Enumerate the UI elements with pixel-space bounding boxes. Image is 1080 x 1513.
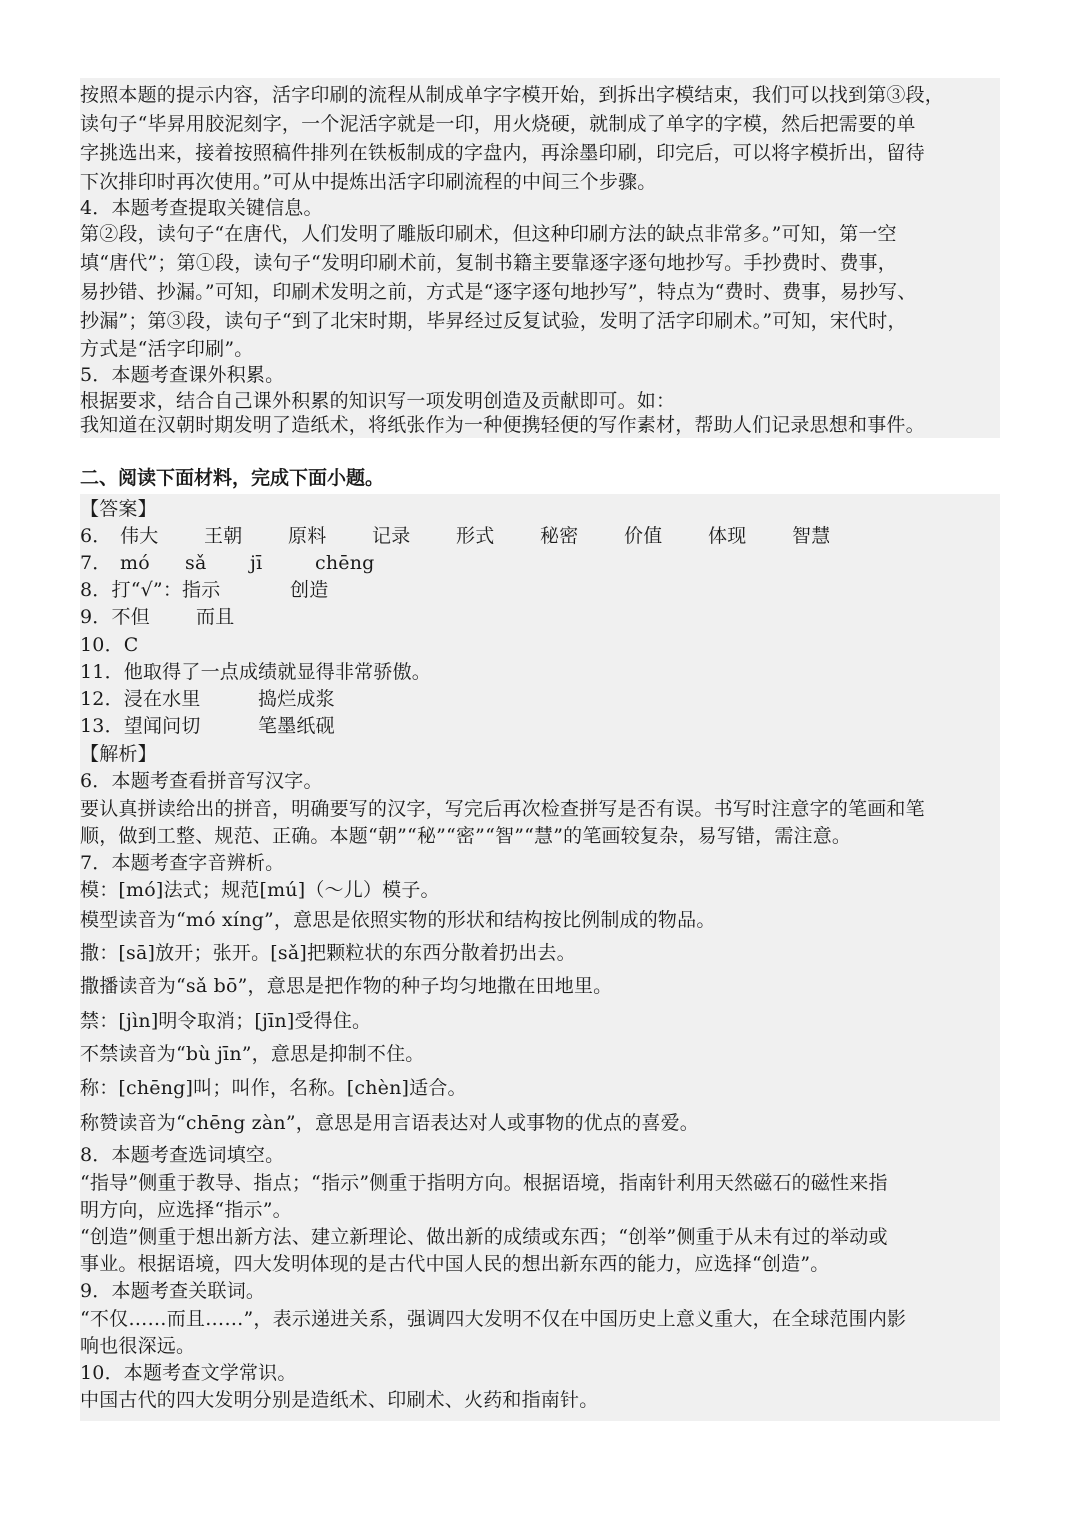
analysis-line: 要认真拼读给出的拼音，明确要写的汉字，写完后再次检查拼写是否有误。书写时注意字的笔画和笔 (80, 798, 925, 820)
q6-word: 价值 (624, 525, 663, 547)
q6-word: 秘密 (540, 525, 579, 547)
q6-word: 原料 (288, 525, 327, 547)
analysis-line: “创造”侧重于想出新方法、建立新理论、做出新的成绩或东西；“创举”侧重于从未有过的举动或 (80, 1226, 888, 1248)
analysis-line: 7．本题考查字音辨析。 (80, 852, 285, 874)
q7-num: 7． (80, 552, 112, 574)
analysis-line: 撒：[sā]放开；张开。[sǎ]把颗粒状的东西分散着扔出去。 (80, 942, 576, 964)
q9-extra: 而且 (196, 606, 235, 628)
analysis-line: 9．本题考查关联词。 (80, 1280, 266, 1302)
analysis-line: “指导”侧重于教导、指点；“指示”侧重于指明方向。根据语境，指南针利用天然磁石的磁性来指 (80, 1172, 888, 1194)
analysis-line: 明方向，应选择“指示”。 (80, 1199, 292, 1221)
section2-block (80, 494, 1000, 1421)
analysis-label: 【解析】 (80, 743, 157, 765)
q13-answer (80, 711, 335, 741)
analysis-line: “不仅……而且……”，表示递进关系，强调四大发明不仅在中国历史上意义重大，在全球范围内影 (80, 1308, 907, 1330)
section2-heading: 二、阅读下面材料，完成下面小题。 (80, 467, 385, 489)
q13-text: 13．望闻问切 (80, 715, 201, 737)
analysis-line: 8．本题考查选词填空。 (80, 1144, 285, 1166)
text-line: 字挑选出来，接着按照稿件排列在铁板制成的字盘内，再涂墨印刷，印完后，可以将字模折出，留待 (80, 142, 925, 164)
q6-word: 体现 (708, 525, 747, 547)
q8-text: 8．打“√”：指示 (80, 579, 221, 601)
q6-answer (80, 521, 876, 551)
answer-label: 【答案】 (80, 498, 157, 520)
analysis-line: 不禁读音为“bù jīn”，意思是抑制不住。 (80, 1043, 425, 1065)
analysis-line: 响也很深远。 (80, 1335, 196, 1357)
q12-extra: 捣烂成浆 (258, 688, 335, 710)
analysis-line: 10．本题考查文学常识。 (80, 1362, 297, 1384)
text-line: 第②段，读句子“在唐代，人们发明了雕版印刷术，但这种印刷方法的缺点非常多。”可知，第一空 (80, 223, 897, 245)
q7-pinyin: sǎ (185, 552, 207, 574)
q9-answer (80, 602, 234, 632)
section1-block (80, 78, 1000, 438)
analysis-line: 撒播读音为“sǎ bō”，意思是把作物的种子均匀地撒在田地里。 (80, 975, 613, 997)
q6-word: 形式 (456, 525, 495, 547)
text-line: 读句子“毕昇用胶泥刻字，一个泥活字就是一印，用火烧硬，就制成了单字的字模，然后把需要的单 (80, 113, 916, 135)
analysis-line: 称赞读音为“chēng zàn”，意思是用言语表达对人或事物的优点的喜爱。 (80, 1112, 699, 1134)
text-line: 5．本题考查课外积累。 (80, 364, 285, 386)
text-line: 抄漏”；第③段，读句子“到了北宋时期，毕昇经过反复试验，发明了活字印刷术。”可知，宋代时， (80, 310, 907, 332)
text-line: 4．本题考查提取关键信息。 (80, 197, 323, 219)
q9-text: 9．不但 (80, 606, 150, 628)
q6-num: 6． (80, 525, 112, 547)
q7-answer (80, 548, 395, 578)
text-line: 下次排印时再次使用。”可从中提炼出活字印刷流程的中间三个步骤。 (80, 171, 657, 193)
analysis-line: 称：[chēng]叫；叫作，名称。[chèn]适合。 (80, 1077, 467, 1099)
q8-answer (80, 575, 328, 605)
analysis-line: 中国古代的四大发明分别是造纸术、印刷术、火药和指南针。 (80, 1389, 599, 1411)
analysis-line: 6．本题考查看拼音写汉字。 (80, 770, 323, 792)
analysis-line: 禁：[jìn]明令取消；[jīn]受得住。 (80, 1010, 372, 1032)
analysis-line: 事业。根据语境，四大发明体现的是古代中国人民的想出新东西的能力，应选择“创造”。 (80, 1253, 830, 1275)
text-line: 方式是“活字印刷”。 (80, 338, 254, 360)
text-line: 按照本题的提示内容，活字印刷的流程从制成单字字模开始，到拆出字模结束，我们可以找到第③段， (80, 84, 945, 106)
text-line: 易抄错、抄漏。”可知，印刷术发明之前，方式是“逐字逐句地抄写”，特点为“费时、费事，易抄写、 (80, 281, 917, 303)
text-line: 我知道在汉朝时期发明了造纸术，将纸张作为一种便携轻便的写作素材，帮助人们记录思想和事件。 (80, 414, 925, 436)
q6-word: 智慧 (792, 525, 831, 547)
q6-word: 记录 (372, 525, 411, 547)
q13-extra: 笔墨纸砚 (258, 715, 335, 737)
analysis-line: 顺，做到工整、规范、正确。本题“朝”“秘”“密”“智”“慧”的笔画较复杂，易写错，需注意。 (80, 825, 852, 847)
q12-answer (80, 684, 335, 714)
q7-pinyin: jī (250, 552, 263, 574)
analysis-line: 模型读音为“mó xíng”，意思是依照实物的形状和结构按比例制成的物品。 (80, 909, 716, 931)
text-line: 根据要求，结合自己课外积累的知识写一项发明创造及贡献即可。如： (80, 390, 676, 412)
q10-answer: 10．C (80, 634, 139, 656)
q11-answer: 11．他取得了一点成绩就显得非常骄傲。 (80, 661, 431, 683)
q7-pinyin: chēng (315, 552, 375, 574)
text-line: 填“唐代”；第①段，读句子“发明印刷术前，复制书籍主要靠逐字逐句地抄写。手抄费时、费事， (80, 252, 897, 274)
q8-extra: 创造 (290, 579, 329, 601)
q7-pinyin: mó (120, 552, 150, 574)
analysis-line: 模：[mó]法式；规范[mú]（～儿）模子。 (80, 879, 440, 901)
q6-word: 王朝 (204, 525, 243, 547)
q12-text: 12．浸在水里 (80, 688, 201, 710)
q6-word: 伟大 (120, 525, 159, 547)
